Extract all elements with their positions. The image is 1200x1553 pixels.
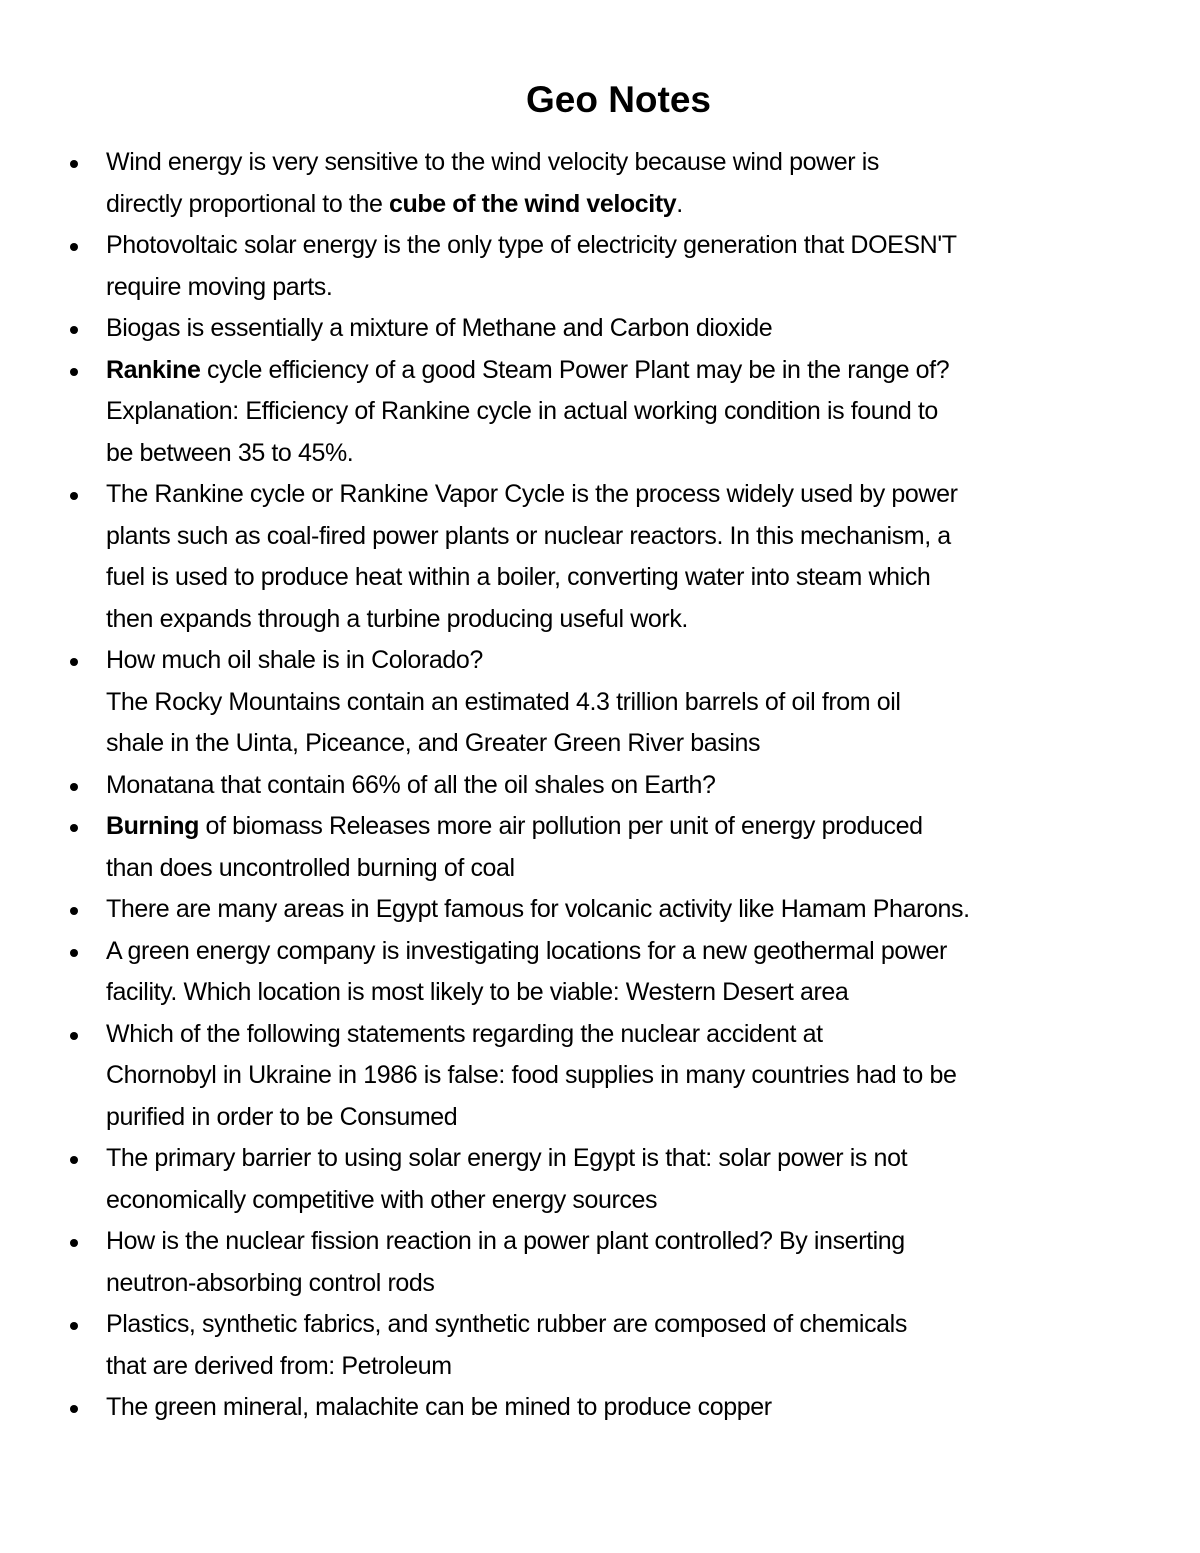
bullet-icon [70,658,78,666]
list-item [0,142,1200,225]
bold-term: Burning [106,812,200,840]
bullet-icon [70,326,78,334]
list-item [0,806,1200,889]
list-item [0,308,1200,350]
note-text: How is the nuclear fission reaction in a power plant controlled? By inserting neutron-absorbing control rods [106,1227,905,1297]
note-text: Photovoltaic solar energy is the only type of electricity generation that DOESN'T require moving parts. [106,231,957,301]
list-item [0,931,1200,1014]
note-text: cycle efficiency of a good Steam Power Plant may be in the range of? Explanation: Efficiency of Rankine cycle in actual working condition is found to be between 35 to 45%. [106,355,950,467]
note-text: Biogas is essentially a mixture of Methane and Carbon dioxide [106,314,773,342]
bullet-icon [70,492,78,500]
list-item [0,1387,1200,1429]
note-text: Plastics, synthetic fabrics, and synthetic rubber are composed of chemicals that are derived from: Petroleum [106,1310,907,1380]
bullet-icon [70,368,78,376]
list-item [0,1221,1200,1304]
bullet-icon [70,824,78,832]
list-item [0,1304,1200,1387]
bullet-icon [70,1032,78,1040]
list-item [0,640,1200,765]
bullet-icon [70,1405,78,1413]
bold-term: Rankine [106,355,201,384]
bullet-icon [70,783,78,791]
bold-phrase: cube of the wind velocity [389,189,677,218]
list-item [0,765,1200,807]
note-text: The primary barrier to using solar energy in Egypt is that: solar power is not economically competitive with other energy sources [106,1144,908,1214]
note-text: How much oil shale is in Colorado? The Rocky Mountains contain an estimated 4.3 trillion barrels of oil from oil shale in the Uinta, Piceance, and Greater Green River basins [106,646,901,757]
list-item [0,350,1200,475]
note-text: Monatana that contain 66% of all the oil shales on Earth? [106,770,716,799]
list-item [0,1014,1200,1139]
note-text: There are many areas in Egypt famous for volcanic activity like Hamam Pharons. [106,895,970,923]
list-item [0,889,1200,931]
bullet-icon [70,1156,78,1164]
list-item [0,474,1200,640]
bullet-icon [70,1239,78,1247]
list-item [0,225,1200,308]
list-item [0,1138,1200,1221]
bullet-icon [70,1322,78,1330]
bullet-icon [70,243,78,251]
note-tail: . [676,189,683,218]
note-text: of biomass Releases more air pollution per unit of energy produced than does uncontrolled burning of coal [106,812,923,882]
bullet-icon [70,160,78,168]
notes-list [0,142,1200,1429]
note-text: Wind energy is very sensitive to the wind velocity because wind power is directly proportional to the [106,148,879,218]
bullet-icon [70,907,78,915]
note-text: Which of the following statements regarding the nuclear accident at Chornobyl in Ukraine in 1986 is false: food supplies in many countries had to be purified in order to be Consumed [106,1019,957,1131]
page-title: Geo Notes [525,79,712,120]
note-text: The green mineral, malachite can be mined to produce copper [106,1393,772,1421]
bullet-icon [70,949,78,957]
note-text: A green energy company is investigating locations for a new geothermal power facility. Which location is most likely to be viable: Western Desert area [106,936,947,1006]
note-text: The Rankine cycle or Rankine Vapor Cycle is the process widely used by power plants such as coal-fired power plants or nuclear reactors. In this mechanism, a fuel is used to produce heat within a boiler, converting water into steam which then expands through a turbine producing useful work. [106,480,958,633]
